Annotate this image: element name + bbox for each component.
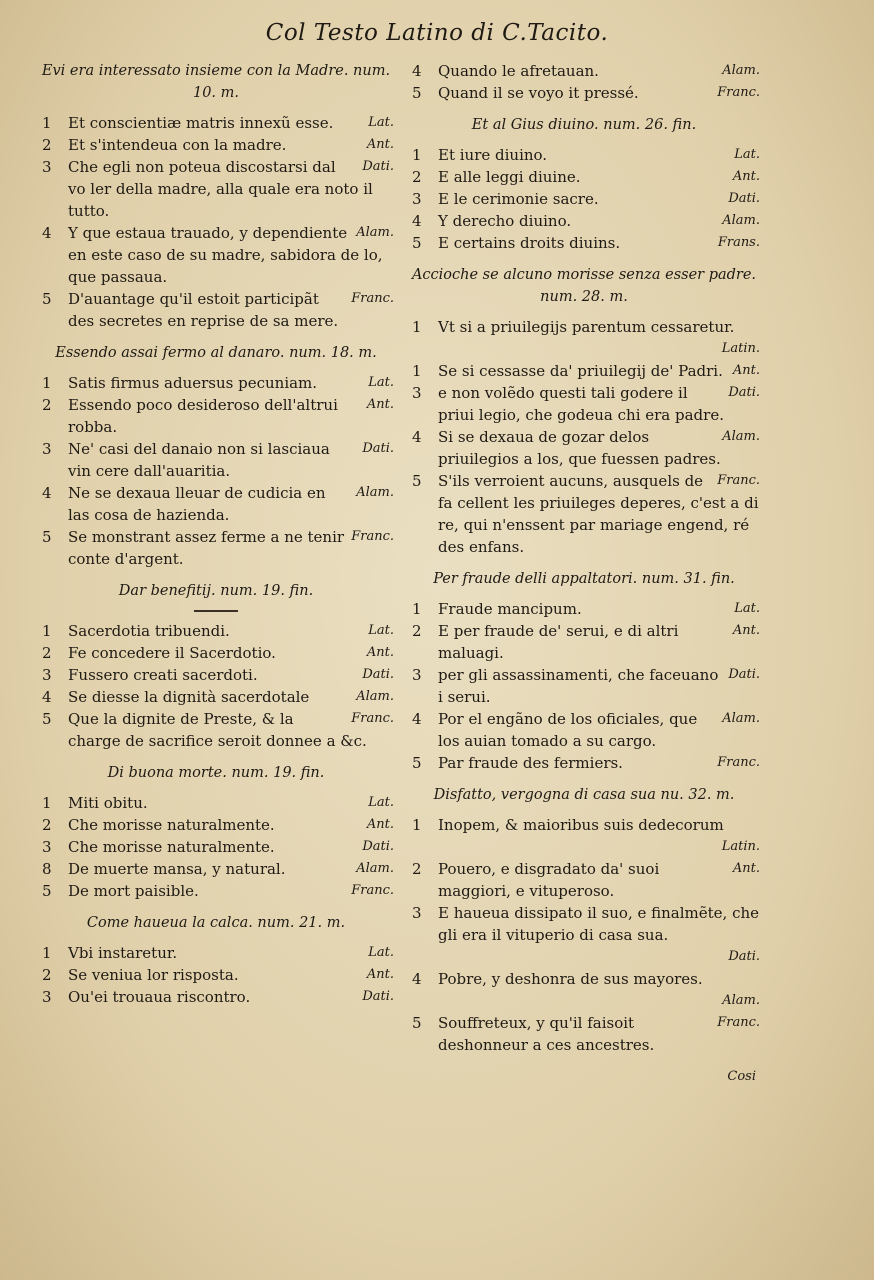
translator-label: Lat. [368, 945, 394, 960]
translator-label: Franc. [351, 883, 394, 898]
entry-number: 2 [412, 622, 422, 640]
entry-text: e non volẽdo questi tali godere il priui legio, che godeua chi era padre. [438, 384, 724, 424]
gloss-entry [408, 60, 760, 82]
entry-number: 2 [42, 136, 52, 154]
translator-label: Ant. [732, 169, 760, 184]
entry-text: Vbi instaretur. [68, 944, 178, 962]
entry-text: Quando le afretauan. [438, 62, 599, 80]
entry-number: 3 [42, 666, 52, 684]
entry-text: Essendo poco desideroso dell'altrui robba. [68, 396, 338, 436]
entry-number: 5 [412, 84, 422, 102]
entry-number: 1 [42, 374, 52, 392]
entry-text: Se veniua lor risposta. [68, 966, 239, 984]
gloss-entry [408, 166, 760, 188]
entry-number: 1 [42, 944, 52, 962]
entry-number: 3 [42, 158, 52, 176]
gloss-entry [408, 858, 760, 902]
gloss-entry [38, 642, 394, 664]
entry-number: 2 [42, 966, 52, 984]
entry-number: 3 [412, 384, 422, 402]
translator-label: Dati. [362, 839, 394, 854]
gloss-section [408, 264, 760, 558]
gloss-section [38, 912, 394, 1008]
translator-label: Franc. [351, 711, 394, 726]
entry-number: 1 [412, 362, 422, 380]
gloss-entry [408, 968, 760, 1012]
entry-text: E haueua dissipato il suo, e finalmẽte, che gli era il vituperio di casa sua. [438, 904, 760, 944]
entry-number: 5 [42, 290, 52, 308]
gloss-entry [408, 470, 760, 558]
entry-text: Et iure diuino. [438, 146, 548, 164]
entry-text: Et s'intendeua con la madre. [68, 136, 287, 154]
gloss-section [38, 762, 394, 902]
gloss-entry [38, 394, 394, 438]
gloss-entry [38, 964, 394, 986]
gloss-entry [38, 112, 394, 134]
translator-label: Dati. [362, 441, 394, 456]
translator-label: Ant. [366, 137, 394, 152]
gloss-entry [408, 708, 760, 752]
translator-label: Alam. [722, 429, 760, 444]
gloss-entry [408, 814, 760, 858]
section-heading: Accioche se alcuno morisse senza esser padre. num. 28. m. [411, 267, 757, 305]
gloss-entry [38, 792, 394, 814]
entry-number: 5 [412, 1014, 422, 1032]
entry-text: Y que estaua trauado, y dependiente en este caso de su madre, sabidora de lo, que passaua. [68, 224, 383, 286]
gloss-entry [38, 942, 394, 964]
gloss-entry [408, 316, 760, 360]
entry-text: E alle leggi diuine. [438, 168, 581, 186]
entry-number: 5 [42, 528, 52, 546]
entry-text: S'ils verroient aucuns, ausquels de fa cellent les priuileges deperes, c'est a di re, qui n'enssent par mariage engend, ré des enfans. [438, 472, 759, 556]
entry-number: 5 [412, 754, 422, 772]
section-heading: Evi era interessato insieme con la Madre. num. 10. m. [41, 63, 391, 101]
gloss-entry [408, 82, 760, 104]
entry-text: Que la dignite de Preste, & la charge de sacrifice seroit donnee a &c. [68, 710, 367, 750]
entry-number: 1 [412, 146, 422, 164]
translator-label: Dati. [362, 989, 394, 1004]
section-heading: Essendo assai fermo al danaro. num. 18. m. [55, 345, 377, 361]
translator-label: Lat. [368, 795, 394, 810]
translator-label: Lat. [734, 147, 760, 162]
entry-text: De mort paisible. [68, 882, 199, 900]
gloss-entry [38, 222, 394, 288]
entry-text: D'auantage qu'il estoit participãt des secretes en reprise de sa mere. [68, 290, 339, 330]
entry-text: Miti obitu. [68, 794, 148, 812]
gloss-section [408, 114, 760, 254]
translator-label: Dati. [728, 949, 760, 964]
section-heading: Et al Gius diuino. num. 26. fin. [471, 117, 697, 133]
entry-number: 4 [42, 484, 52, 502]
entry-text: Ne se dexaua lleuar de cudicia en las cosa de hazienda. [68, 484, 326, 524]
entry-text: Souffreteux, y qu'il faisoit deshonneur a ces ancestres. [438, 1014, 655, 1054]
entry-text: Quand il se voyo it pressé. [438, 84, 639, 102]
running-header: Col Testo Latino di C.Tacito. [265, 20, 609, 46]
section-heading: Come haueua la calca. num. 21. m. [86, 915, 346, 931]
translator-label: Ant. [732, 363, 760, 378]
entry-text: Che morisse naturalmente. [68, 816, 275, 834]
gloss-entry [408, 144, 760, 166]
entry-text: Che egli non poteua discostarsi dal vo ler della madre, alla quale era noto il tutto. [68, 158, 373, 220]
catchword: Cosi [727, 1069, 756, 1084]
section-heading: Per fraude delli appaltatori. num. 31. fin. [433, 571, 735, 587]
gloss-section [408, 568, 760, 774]
entry-text: Et conscientiæ matris innexũ esse. [68, 114, 334, 132]
entry-text: Par fraude des fermiers. [438, 754, 623, 772]
entry-text: Ou'ei trouaua riscontro. [68, 988, 251, 1006]
gloss-entry [408, 188, 760, 210]
translator-label: Ant. [732, 861, 760, 876]
translator-label: Alam. [356, 861, 394, 876]
entry-number: 8 [42, 860, 52, 878]
gloss-section [408, 784, 760, 1056]
translator-label: Ant. [366, 967, 394, 982]
translator-label: Ant. [732, 623, 760, 638]
translator-label: Ant. [366, 817, 394, 832]
entry-text: De muerte mansa, y natural. [68, 860, 286, 878]
entry-text: Inopem, & maioribus suis dedecorum [438, 816, 724, 834]
entry-number: 4 [412, 970, 422, 988]
translator-label: Franc. [717, 755, 760, 770]
translator-label: Lat. [368, 375, 394, 390]
gloss-entry [38, 858, 394, 880]
entry-text: E certains droits diuins. [438, 234, 621, 252]
entry-text: E le cerimonie sacre. [438, 190, 599, 208]
entry-number: 2 [42, 644, 52, 662]
entry-number: 5 [42, 710, 52, 728]
gloss-entry [38, 134, 394, 156]
entry-text: Pobre, y deshonra de sus mayores. [438, 970, 703, 988]
entry-number: 2 [412, 860, 422, 878]
entry-number: 5 [412, 234, 422, 252]
entry-text: Fussero creati sacerdoti. [68, 666, 258, 684]
translator-label: Ant. [366, 397, 394, 412]
entry-number: 2 [42, 816, 52, 834]
entry-text: Se si cessasse da' priuilegij de' Padri. [438, 362, 723, 380]
gloss-entry [408, 382, 760, 426]
translator-label: Dati. [728, 191, 760, 206]
gloss-entry [408, 598, 760, 620]
left-column [38, 60, 394, 1018]
translator-label: Alam. [356, 485, 394, 500]
entry-number: 1 [42, 622, 52, 640]
gloss-entry [408, 620, 760, 664]
gloss-entry [408, 232, 760, 254]
translator-label: Dati. [728, 385, 760, 400]
section-heading: Dar benefitij. num. 19. fin. [118, 583, 314, 599]
translator-label: Alam. [356, 225, 394, 240]
gloss-entry [408, 210, 760, 232]
entry-number: 3 [412, 666, 422, 684]
translator-label: Franc. [717, 1015, 760, 1030]
gloss-entry [408, 664, 760, 708]
entry-text: Y derecho diuino. [438, 212, 572, 230]
gloss-entry [38, 620, 394, 642]
gloss-entry [38, 814, 394, 836]
entry-text: Satis firmus aduersus pecuniam. [68, 374, 318, 392]
gloss-entry [38, 664, 394, 686]
gloss-entry [38, 372, 394, 394]
entry-number: 3 [412, 190, 422, 208]
translator-label: Latin. [721, 341, 760, 356]
translator-label: Franc. [717, 85, 760, 100]
translator-label: Dati. [362, 667, 394, 682]
gloss-entry [408, 426, 760, 470]
gloss-entry [38, 288, 394, 332]
entry-number: 4 [412, 710, 422, 728]
section-heading: Di buona morte. num. 19. fin. [107, 765, 325, 781]
gloss-entry [38, 482, 394, 526]
entry-text: Se monstrant assez ferme a ne tenir conte d'argent. [68, 528, 345, 568]
gloss-entry [38, 156, 394, 222]
entry-number: 3 [42, 440, 52, 458]
entry-text: E per fraude de' serui, e di altri maluagi. [438, 622, 679, 662]
section-heading: Disfatto, vergogna di casa sua nu. 32. m. [433, 787, 735, 803]
translator-label: Dati. [362, 159, 394, 174]
translator-label: Alam. [722, 213, 760, 228]
gloss-entry [408, 360, 760, 382]
gloss-section [408, 60, 760, 104]
entry-number: 5 [42, 882, 52, 900]
entry-number: 2 [42, 396, 52, 414]
gloss-section [38, 342, 394, 570]
entry-number: 1 [412, 318, 422, 336]
entry-text: Fraude mancipum. [438, 600, 582, 618]
translator-label: Alam. [722, 711, 760, 726]
gloss-entry [38, 526, 394, 570]
translator-label: Ant. [366, 645, 394, 660]
gloss-entry [38, 686, 394, 708]
entry-text: Pouero, e disgradato da' suoi maggiori, e vituperoso. [438, 860, 660, 900]
entry-text: Ne' casi del danaio non si lasciaua vin cere dall'auaritia. [68, 440, 330, 480]
right-column [408, 60, 760, 1088]
divider-rule [194, 610, 238, 612]
translator-label: Alam. [356, 689, 394, 704]
entry-text: Por el engãno de los oficiales, que los auian tomado a su cargo. [438, 710, 698, 750]
entry-text: Si se dexaua de gozar delos priuilegios a los, que fuessen padres. [438, 428, 721, 468]
translator-label: Dati. [728, 667, 760, 682]
translator-label: Franc. [717, 473, 760, 488]
entry-text: Sacerdotia tribuendi. [68, 622, 230, 640]
translator-label: Lat. [734, 601, 760, 616]
entry-number: 1 [412, 600, 422, 618]
translator-label: Alam. [722, 63, 760, 78]
entry-number: 1 [42, 794, 52, 812]
translator-label: Franc. [351, 291, 394, 306]
entry-text: Che morisse naturalmente. [68, 838, 275, 856]
gloss-entry [38, 880, 394, 902]
entry-number: 4 [412, 212, 422, 230]
entry-number: 4 [412, 428, 422, 446]
entry-number: 3 [42, 838, 52, 856]
translator-label: Lat. [368, 115, 394, 130]
translator-label: Franc. [351, 529, 394, 544]
gloss-section [38, 580, 394, 752]
gloss-entry [38, 438, 394, 482]
entry-number: 4 [42, 688, 52, 706]
entry-text: Fe concedere il Sacerdotio. [68, 644, 276, 662]
translator-label: Alam. [722, 993, 760, 1008]
gloss-entry [38, 986, 394, 1008]
entry-number: 1 [412, 816, 422, 834]
translator-label: Latin. [721, 839, 760, 854]
gloss-entry [38, 708, 394, 752]
entry-number: 3 [42, 988, 52, 1006]
entry-text: per gli assassinamenti, che faceuano i serui. [438, 666, 719, 706]
entry-number: 3 [412, 904, 422, 922]
entry-number: 1 [42, 114, 52, 132]
translator-label: Lat. [368, 623, 394, 638]
entry-number: 5 [412, 472, 422, 490]
gloss-section [38, 60, 394, 332]
gloss-entry [408, 902, 760, 968]
entry-text: Se diesse la dignità sacerdotale [68, 688, 310, 706]
gloss-entry [408, 1012, 760, 1056]
entry-number: 2 [412, 168, 422, 186]
gloss-entry [38, 836, 394, 858]
entry-number: 4 [412, 62, 422, 80]
entry-number: 4 [42, 224, 52, 242]
gloss-entry [408, 752, 760, 774]
entry-text: Vt si a priuilegijs parentum cessaretur. [438, 318, 735, 336]
translator-label: Frans. [717, 235, 760, 250]
